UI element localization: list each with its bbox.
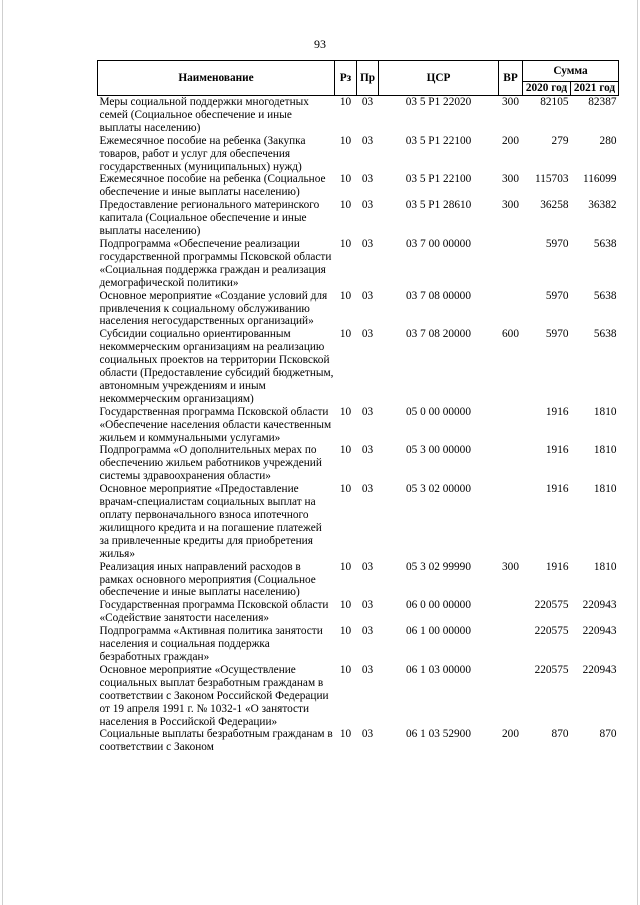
table-row [98,483,619,560]
cell-y1: 115703 [535,173,569,186]
cell-rz: 10 [339,134,352,147]
cell-rz: 10 [339,560,352,573]
cell-name: Ежемесячное пособие на ребенка (Закупка товаров, работ и услуг для обеспечения государственных (муниципальных) нужд) [99,134,306,173]
right-page-edge [637,0,638,905]
cell-y1: 220575 [534,663,569,676]
cell-vr: 200 [502,728,519,741]
cell-rz: 10 [339,625,352,638]
header-vr: ВР [499,61,523,96]
cell-csr: 03 5 Р1 22100 [405,134,472,147]
cell-vr [499,290,523,329]
cell-csr: 03 7 08 20000 [406,328,471,341]
cell-vr [499,444,523,483]
cell-rz: 10 [339,328,352,341]
cell-vr [499,238,523,290]
cell-name: Меры социальной поддержки многодетных семей (Социальное обеспечение и иные выплаты населению) [99,96,309,134]
cell-name: Основное мероприятие «Осуществление социальных выплат безработным гражданам в соответствии с Законом Российской Федерации от 19 апреля 1991 г. № 1032-1 «О занятости населения в Российской Федерации» [99,663,329,728]
cell-name: Подпрограмма «Обеспечение реализации государственной программы Псковской области «Социальная поддержка граждан и реализация демографической политики» [99,237,332,289]
cell-y2: 116099 [583,173,617,186]
cell-y1: 220575 [534,599,569,612]
cell-vr: 600 [502,328,519,341]
cell-pr: 03 [361,173,374,186]
cell-name: Подпрограмма «О дополнительных мерах по обеспечению жильем работников учреждений системы здравоохранения области» [99,444,322,483]
cell-pr: 03 [361,328,374,341]
header-sum: Сумма [523,61,619,82]
table-row [98,238,619,290]
cell-name: Реализация иных направлений расходов в рамках основного мероприятия (Социальное обеспечение и иные выплаты населению) [99,560,316,599]
cell-csr: 03 7 08 00000 [406,289,471,302]
cell-y2: 5638 [593,237,617,250]
cell-csr: 06 0 00 00000 [406,599,471,612]
cell-pr: 03 [361,483,374,496]
cell-y1: 870 [551,728,569,741]
table-body [98,96,619,755]
cell-y2: 280 [599,134,617,147]
cell-rz: 10 [339,289,352,302]
cell-y2: 82387 [588,96,617,108]
cell-name: Ежемесячное пособие на ребенка (Социальное обеспечение и иные выплаты населению) [99,173,326,199]
header-csr: ЦСР [379,61,499,96]
cell-vr: 300 [502,199,519,212]
cell-csr: 03 5 Р1 22020 [405,96,472,108]
cell-vr [499,664,523,729]
cell-vr [499,625,523,664]
cell-vr [499,599,523,625]
table-row [98,328,619,405]
cell-pr: 03 [361,199,374,212]
cell-name: Субсидии социально ориентированным некоммерческим организациям на реализацию социальных проектов на территории Псковской области (Предоставление субсидий бюджетным, автономным учреждениям и иным некоммерческим организациям) [99,328,334,405]
cell-y2: 220943 [582,663,617,676]
table-row [98,173,619,199]
header-year-2021: 2021 год [571,82,619,96]
cell-pr: 03 [361,728,374,741]
cell-y2: 220943 [582,599,617,612]
cell-y1: 5970 [545,237,569,250]
cell-rz: 10 [339,199,352,212]
cell-csr: 03 7 00 00000 [406,237,471,250]
header-name: Наименование [98,61,335,96]
table-row [98,406,619,445]
cell-y1: 220575 [534,625,569,638]
cell-pr: 03 [361,625,374,638]
cell-pr: 03 [361,599,374,612]
cell-y1: 1916 [545,444,569,457]
cell-csr: 05 3 00 00000 [406,444,471,457]
cell-vr: 300 [502,560,519,573]
cell-y1: 279 [551,134,569,147]
cell-y1: 1916 [545,483,569,496]
cell-y2: 870 [599,728,617,741]
cell-pr: 03 [361,289,374,302]
table-row [98,135,619,174]
table-row [98,728,619,754]
cell-vr: 300 [502,173,519,186]
cell-name: Подпрограмма «Активная политика занятости населения и социальная поддержка безработных граждан» [99,625,323,663]
header-year-2020: 2020 год [523,82,571,96]
cell-name: Государственная программа Псковской области «Содействие занятости населения» [99,599,329,625]
cell-pr: 03 [361,560,374,573]
table-row [98,290,619,329]
cell-name: Предоставление регионального материнского капитала (Социальное обеспечение и иные выплаты населению) [99,199,320,238]
header-pr: Пр [357,61,379,96]
header-rz: Рз [335,61,357,96]
cell-y2: 1810 [593,444,617,457]
table-row [98,625,619,664]
cell-name: Государственная программа Псковской области «Обеспечение населения области качественным жильем и коммунальными услугами» [99,405,332,444]
table-row [98,561,619,600]
table-row [98,599,619,625]
page-number: 93 [314,37,326,51]
cell-rz: 10 [339,444,352,457]
cell-vr [499,406,523,445]
cell-pr: 03 [361,444,374,457]
cell-csr: 05 3 02 00000 [406,483,471,496]
cell-y1: 36258 [540,199,569,212]
budget-table [97,60,619,754]
cell-rz: 10 [339,96,352,108]
cell-rz: 10 [339,483,352,496]
cell-rz: 10 [339,728,352,741]
cell-rz: 10 [339,405,352,418]
cell-y2: 36382 [588,199,617,212]
cell-csr: 05 0 00 00000 [406,405,471,418]
table-row [98,96,619,135]
cell-pr: 03 [361,663,374,676]
cell-y2: 5638 [593,289,617,302]
cell-rz: 10 [339,599,352,612]
cell-y2: 1810 [593,483,617,496]
cell-vr: 300 [502,96,519,108]
cell-y2: 1810 [593,405,617,418]
cell-rz: 10 [339,663,352,676]
cell-rz: 10 [339,237,352,250]
table-row [98,664,619,729]
cell-rz: 10 [339,173,352,186]
table-row [98,199,619,238]
cell-csr: 05 3 02 99990 [406,560,471,573]
cell-vr [499,483,523,560]
cell-y1: 5970 [545,289,569,302]
cell-name: Социальные выплаты безработным гражданам в соответствии с Законом [99,728,333,754]
cell-csr: 06 1 00 00000 [406,625,471,638]
cell-csr: 03 5 Р1 28610 [405,199,472,212]
cell-name: Основное мероприятие «Создание условий для привлечения к социальному обслуживанию населения негосударственных организаций» [99,289,328,328]
cell-y1: 82105 [540,96,569,108]
cell-csr: 03 5 Р1 22100 [405,173,472,186]
cell-y1: 1916 [545,560,569,573]
cell-y1: 1916 [545,405,569,418]
cell-csr: 06 1 03 00000 [406,663,471,676]
cell-name: Основное мероприятие «Предоставление врачам-специалистам социальных выплат на оплату первоначального взноса ипотечного жилищного кредита и на погашение платежей за привлеченные кредиты для приобретения жилья» [99,483,322,560]
cell-vr: 200 [502,134,519,147]
cell-pr: 03 [361,405,374,418]
left-page-edge [2,0,3,905]
cell-pr: 03 [361,134,374,147]
cell-y2: 1810 [593,560,617,573]
cell-y1: 5970 [545,328,569,341]
table-row [98,444,619,483]
table-header [98,61,619,96]
cell-pr: 03 [361,237,374,250]
cell-csr: 06 1 03 52900 [406,728,471,741]
cell-y2: 5638 [593,328,617,341]
cell-pr: 03 [361,96,374,108]
cell-y2: 220943 [582,625,617,638]
